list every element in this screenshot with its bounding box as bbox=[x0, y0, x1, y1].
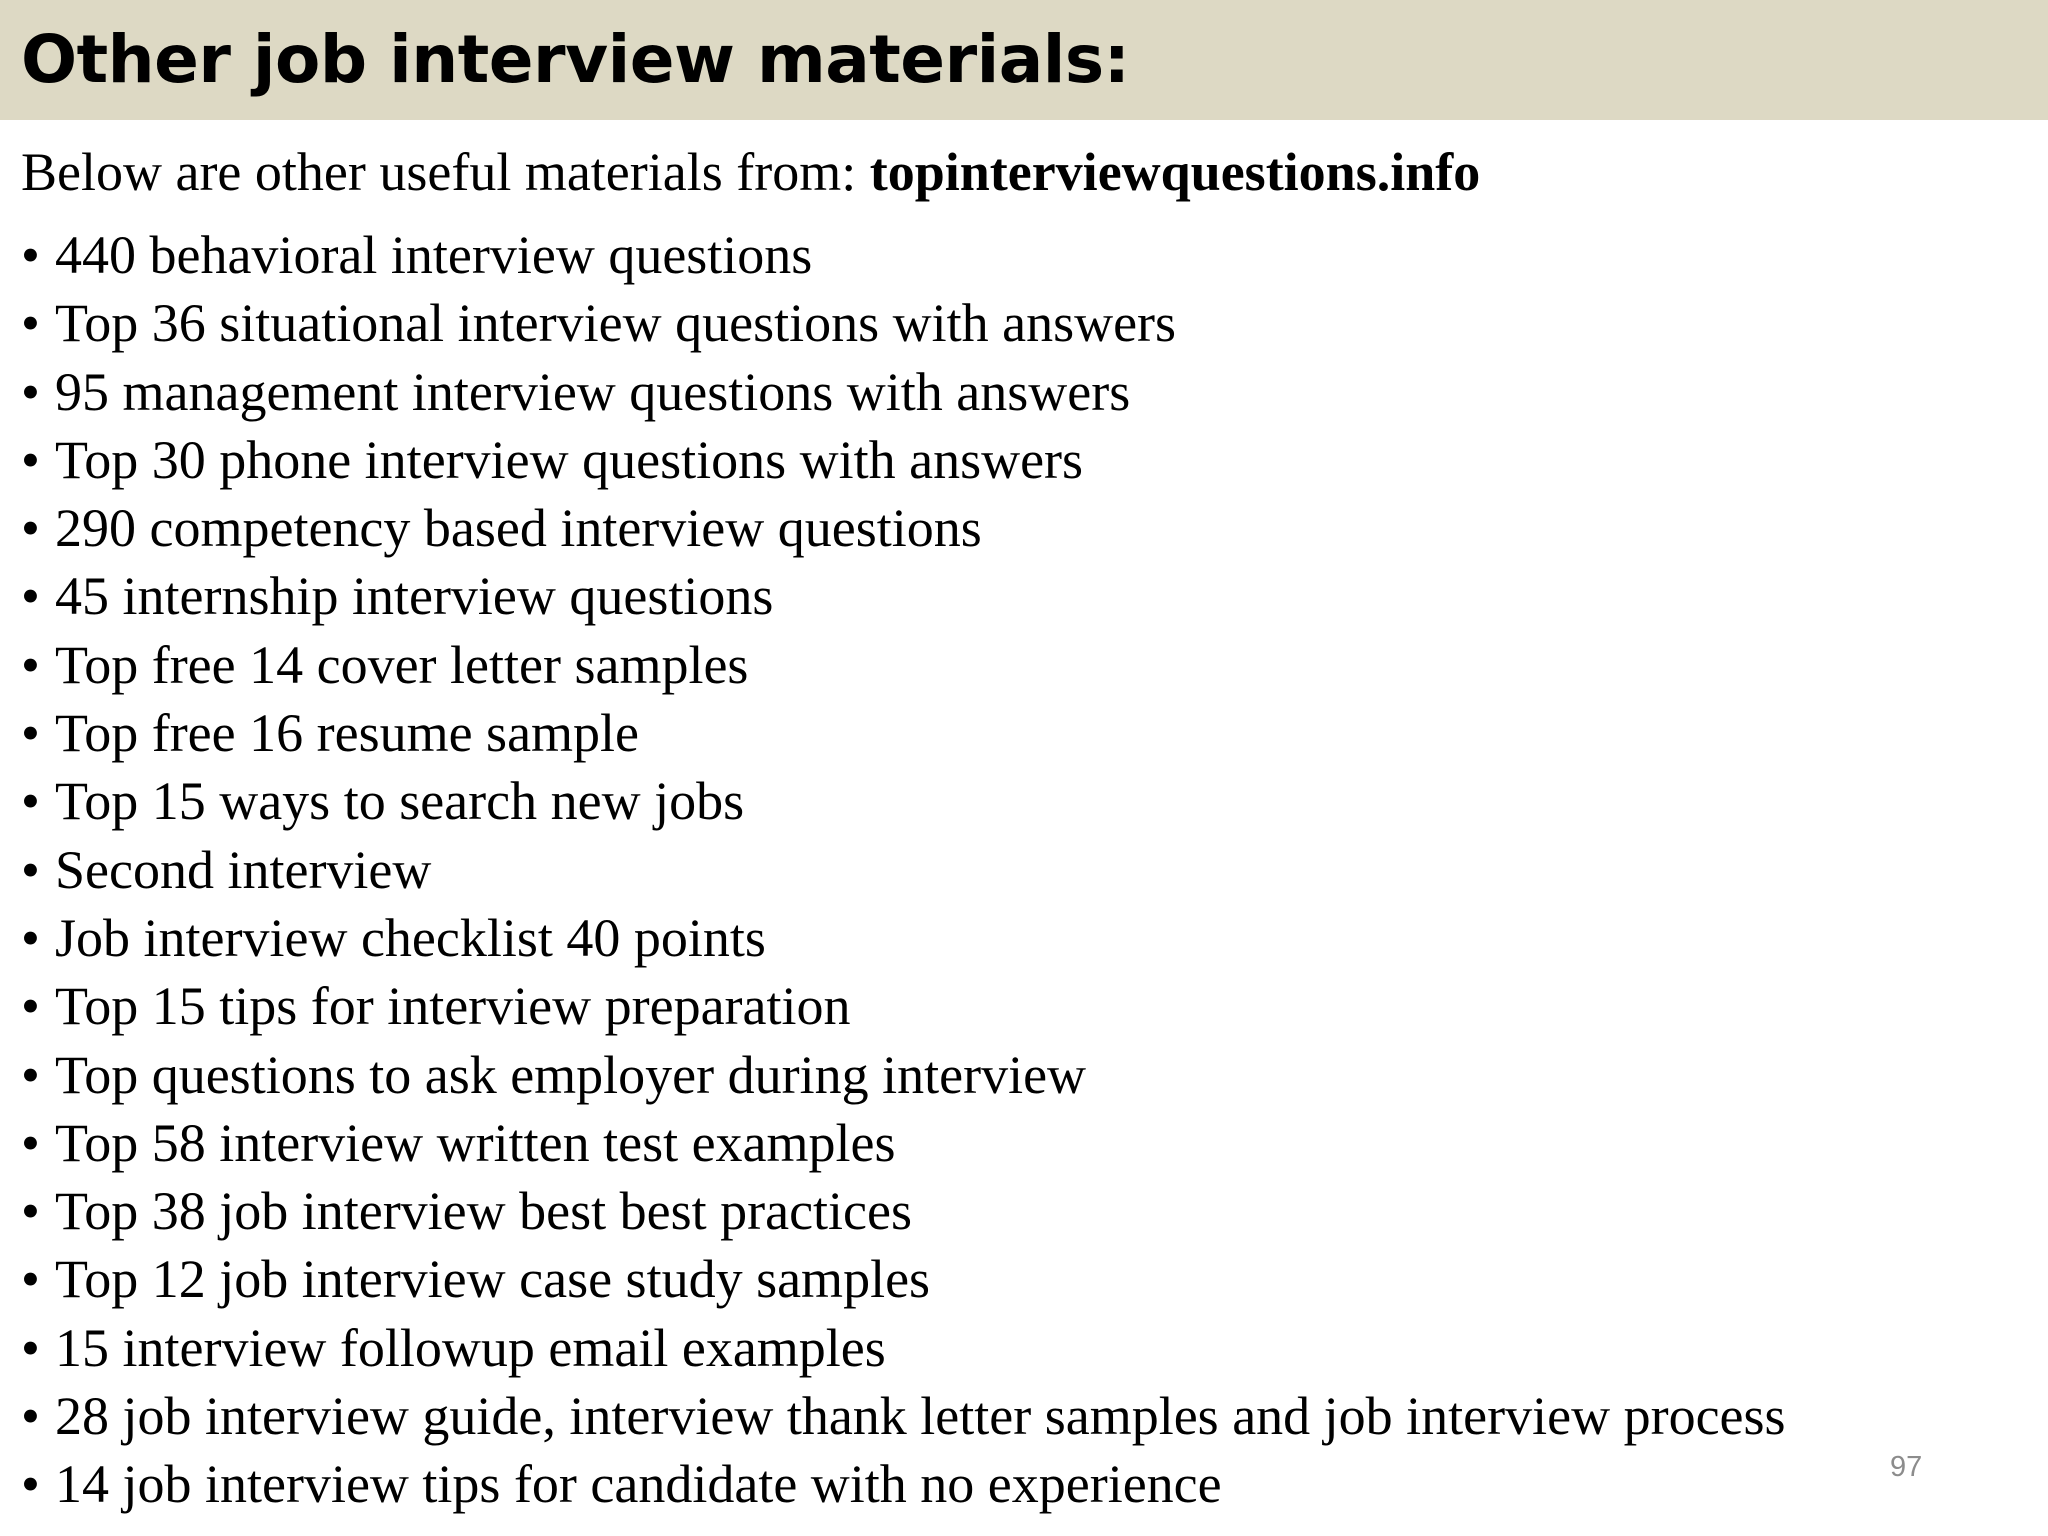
list-item bbox=[21, 494, 1786, 562]
bullet-icon: • bbox=[21, 1454, 40, 1515]
bullet-icon: • bbox=[21, 976, 40, 1037]
materials-list bbox=[21, 221, 1786, 1519]
intro-site-name: topinterviewquestions.info bbox=[869, 142, 1481, 202]
list-item-text: 440 behavioral interview questions bbox=[55, 225, 813, 285]
list-item-text: 95 management interview questions with answers bbox=[55, 361, 1131, 422]
list-item-text: Top 38 job interview best best practices bbox=[55, 1181, 912, 1242]
list-item bbox=[21, 972, 1786, 1040]
list-item bbox=[21, 1177, 1786, 1245]
page-number: 97 bbox=[1890, 1451, 1923, 1483]
list-item bbox=[21, 1382, 1786, 1450]
list-item-text: 290 competency based interview questions bbox=[55, 498, 982, 559]
bullet-icon: • bbox=[21, 429, 40, 490]
list-item bbox=[21, 289, 1786, 357]
bullet-icon: • bbox=[21, 839, 40, 900]
bullet-icon: • bbox=[21, 566, 40, 627]
list-item-text: Top 15 tips for interview preparation bbox=[55, 976, 851, 1037]
bullet-icon: • bbox=[21, 771, 40, 832]
list-item-text: Top 58 interview written test examples bbox=[55, 1112, 896, 1173]
list-item bbox=[21, 699, 1786, 767]
list-item-text: 45 internship interview questions bbox=[55, 566, 774, 627]
list-item-text: Top 15 ways to search new jobs bbox=[55, 771, 745, 832]
bullet-icon: • bbox=[21, 1181, 40, 1242]
list-item bbox=[21, 1314, 1786, 1382]
list-item bbox=[21, 562, 1786, 630]
list-item-text: Top 36 situational interview questions with answers bbox=[55, 293, 1177, 354]
list-item bbox=[21, 904, 1786, 972]
bullet-icon: • bbox=[21, 634, 40, 695]
intro-text: Below are other useful materials from: bbox=[21, 142, 870, 202]
list-item-text: Job interview checklist 40 points bbox=[55, 907, 766, 968]
list-item bbox=[21, 1041, 1786, 1109]
bullet-icon: • bbox=[21, 907, 40, 968]
slide-title: Other job interview materials: bbox=[21, 21, 1130, 98]
bullet-icon: • bbox=[21, 1044, 40, 1105]
bullet-icon: • bbox=[21, 293, 40, 354]
list-item bbox=[21, 631, 1786, 699]
list-item-text: 28 job interview guide, interview thank letter samples and job interview process bbox=[55, 1386, 1786, 1447]
list-item bbox=[21, 426, 1786, 494]
list-item-text: Second interview bbox=[55, 839, 432, 900]
bullet-icon: • bbox=[21, 1386, 40, 1447]
list-item bbox=[21, 1109, 1786, 1177]
bullet-icon: • bbox=[21, 225, 40, 285]
list-item-text: Top questions to ask employer during interview bbox=[55, 1044, 1087, 1105]
header-band bbox=[0, 0, 2048, 120]
list-item-text: Top free 14 cover letter samples bbox=[55, 634, 749, 695]
bullet-icon: • bbox=[21, 1317, 40, 1378]
list-item bbox=[21, 767, 1786, 835]
list-item-text: 15 interview followup email examples bbox=[55, 1317, 886, 1378]
list-item-text: Top free 16 resume sample bbox=[55, 703, 640, 764]
list-item bbox=[21, 358, 1786, 426]
list-item-text: Top 12 job interview case study samples bbox=[55, 1249, 931, 1310]
list-item bbox=[21, 1245, 1786, 1313]
list-item bbox=[21, 836, 1786, 904]
intro-line bbox=[21, 138, 1480, 206]
bullet-icon: • bbox=[21, 498, 40, 559]
bullet-icon: • bbox=[21, 361, 40, 422]
list-item bbox=[21, 221, 1786, 289]
list-item-text: Top 30 phone interview questions with answers bbox=[55, 429, 1084, 490]
bullet-icon: • bbox=[21, 1249, 40, 1310]
list-item-text: 14 job interview tips for candidate with no experience bbox=[55, 1454, 1222, 1515]
bullet-icon: • bbox=[21, 1112, 40, 1173]
list-item bbox=[21, 1450, 1786, 1518]
bullet-icon: • bbox=[21, 703, 40, 764]
